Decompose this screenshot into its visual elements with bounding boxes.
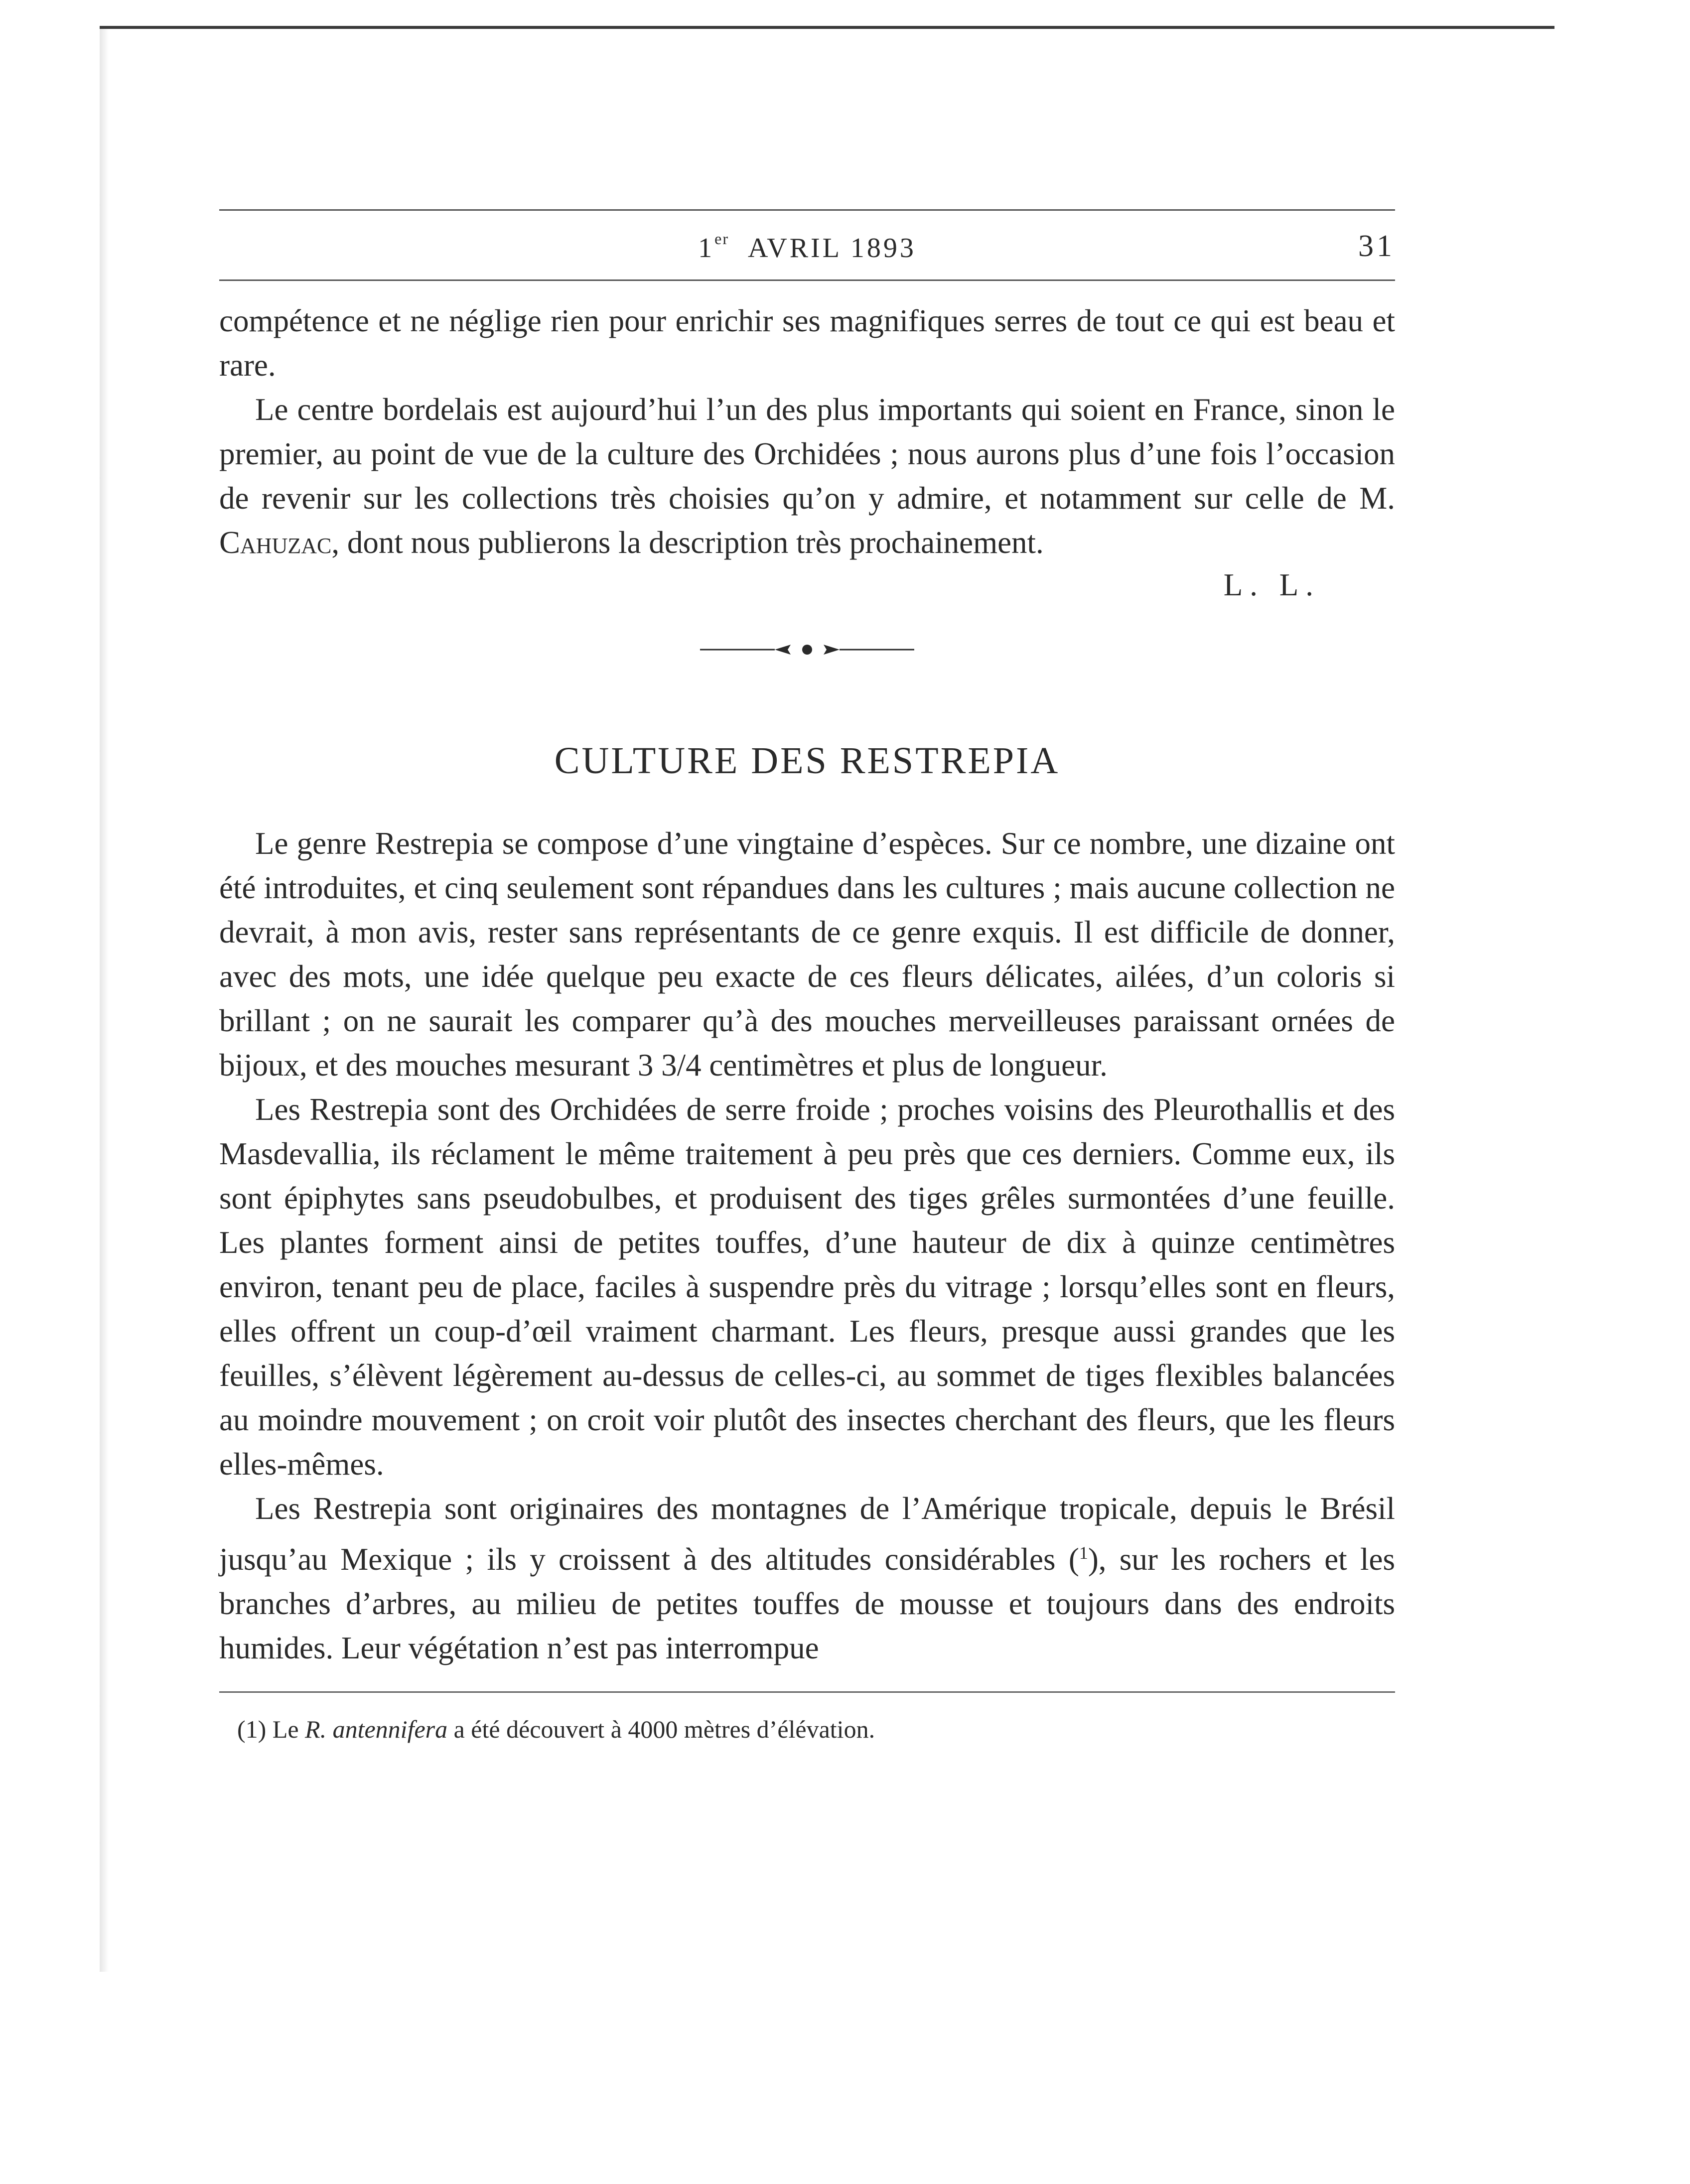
scan-top-edge xyxy=(100,26,1554,29)
running-head xyxy=(219,209,1395,281)
footnote-text-start: Le xyxy=(272,1715,305,1743)
article-paragraph-3 xyxy=(219,1487,1395,1670)
page-number: 31 xyxy=(1358,229,1395,263)
article-paragraph-3-tail: ), sur les rochers et les branches d’arbres, au milieu de petites touffes de mousse et toujours dans des endroits humides. Leur végétation n’est pas interrompue xyxy=(219,1542,1395,1665)
intro-paragraph-2 xyxy=(219,388,1395,565)
species-name: R. antennifera xyxy=(305,1715,448,1743)
article-paragraph-2: Les Restrepia sont des Orchidées de serre froide ; proches voisins des Pleurothallis et des Masdevallia, ils réclament le même traitement à peu près que ces derniers. Comme eux, ils sont épiphytes sans pseudobulbes, et produisent des tiges grêles surmontées d’une feuille. Les plantes forment ainsi de petites touffes, d’une hauteur de dix à quinze centimètres environ, tenant peu de place, faciles à suspendre près du vitrage ; lorsqu’elles sont en fleurs, elles offrent un coup-d’œil vraiment charmant. Les fleurs, presque aussi grandes que les feuilles, s’élèvent légèrement au-dessus de celles-ci, au sommet de tiges flexibles balancées au moindre mouvement ; on croit voir plutôt des insectes cherchant des fleurs, que les fleurs elles-mêmes. xyxy=(219,1092,1395,1482)
running-head-date xyxy=(219,230,1395,264)
intro-paragraph-2-tail: , dont nous publierons la description très prochainement. xyxy=(331,525,1044,560)
intro-text xyxy=(219,299,1395,565)
article-paragraph-1: Le genre Restrepia se compose d’une vingtaine d’espèces. Sur ce nombre, une dizaine ont été introduites, et cinq seulement sont répandues dans les cultures ; mais aucune collection ne devrait, à mon avis, rester sans représentants de ce genre exquis. Il est difficile de donner, avec des mots, une idée quelque peu exacte de ces fleurs délicates, ailées, d’un coloris si brillant ; on ne saurait les comparer qu’à des mouches merveilleuses paraissant ornées de bijoux, et des mouches mesurant 3 3/4 centimètres et plus de longueur. xyxy=(219,826,1395,1083)
scan-left-edge xyxy=(100,29,109,1972)
article-title: CULTURE DES RESTREPIA xyxy=(554,740,1060,782)
date-month-year: AVRIL 1893 xyxy=(748,233,916,264)
date-day: 1 xyxy=(698,233,715,264)
footnote-reference: 1 xyxy=(1079,1543,1088,1563)
footnote-divider xyxy=(219,1691,1395,1693)
person-name: Cahuzac xyxy=(219,525,332,560)
footnote-marker: (1) xyxy=(237,1715,267,1743)
article-body xyxy=(219,821,1395,1670)
document-page xyxy=(219,209,1395,1747)
author-signature: L. L. xyxy=(1223,567,1320,602)
ornament-divider-icon xyxy=(700,640,914,660)
article-paragraph-3-text: Les Restrepia sont originaires des montagnes de l’Amérique tropicale, depuis le Brésil jusqu’au Mexique ; ils y croissent à des altitudes considérables ( xyxy=(219,1491,1395,1577)
date-superscript: er xyxy=(714,230,729,248)
intro-paragraph-1: compétence et ne néglige rien pour enrichir ses magnifiques serres de tout ce qui est beau et rare. xyxy=(219,303,1395,383)
intro-paragraph-2-text: Le centre bordelais est aujourd’hui l’un des plus importants qui soient en France, sinon le premier, au point de vue de la culture des Orchidées ; nous aurons plus d’une fois l’occasion de revenir sur les collections très choisies qu’on y admire, et notamment sur celle de M. xyxy=(219,392,1395,516)
footnote-text-end: a été découvert à 4000 mètres d’élévation. xyxy=(447,1715,875,1743)
footnote xyxy=(219,1712,1395,1747)
